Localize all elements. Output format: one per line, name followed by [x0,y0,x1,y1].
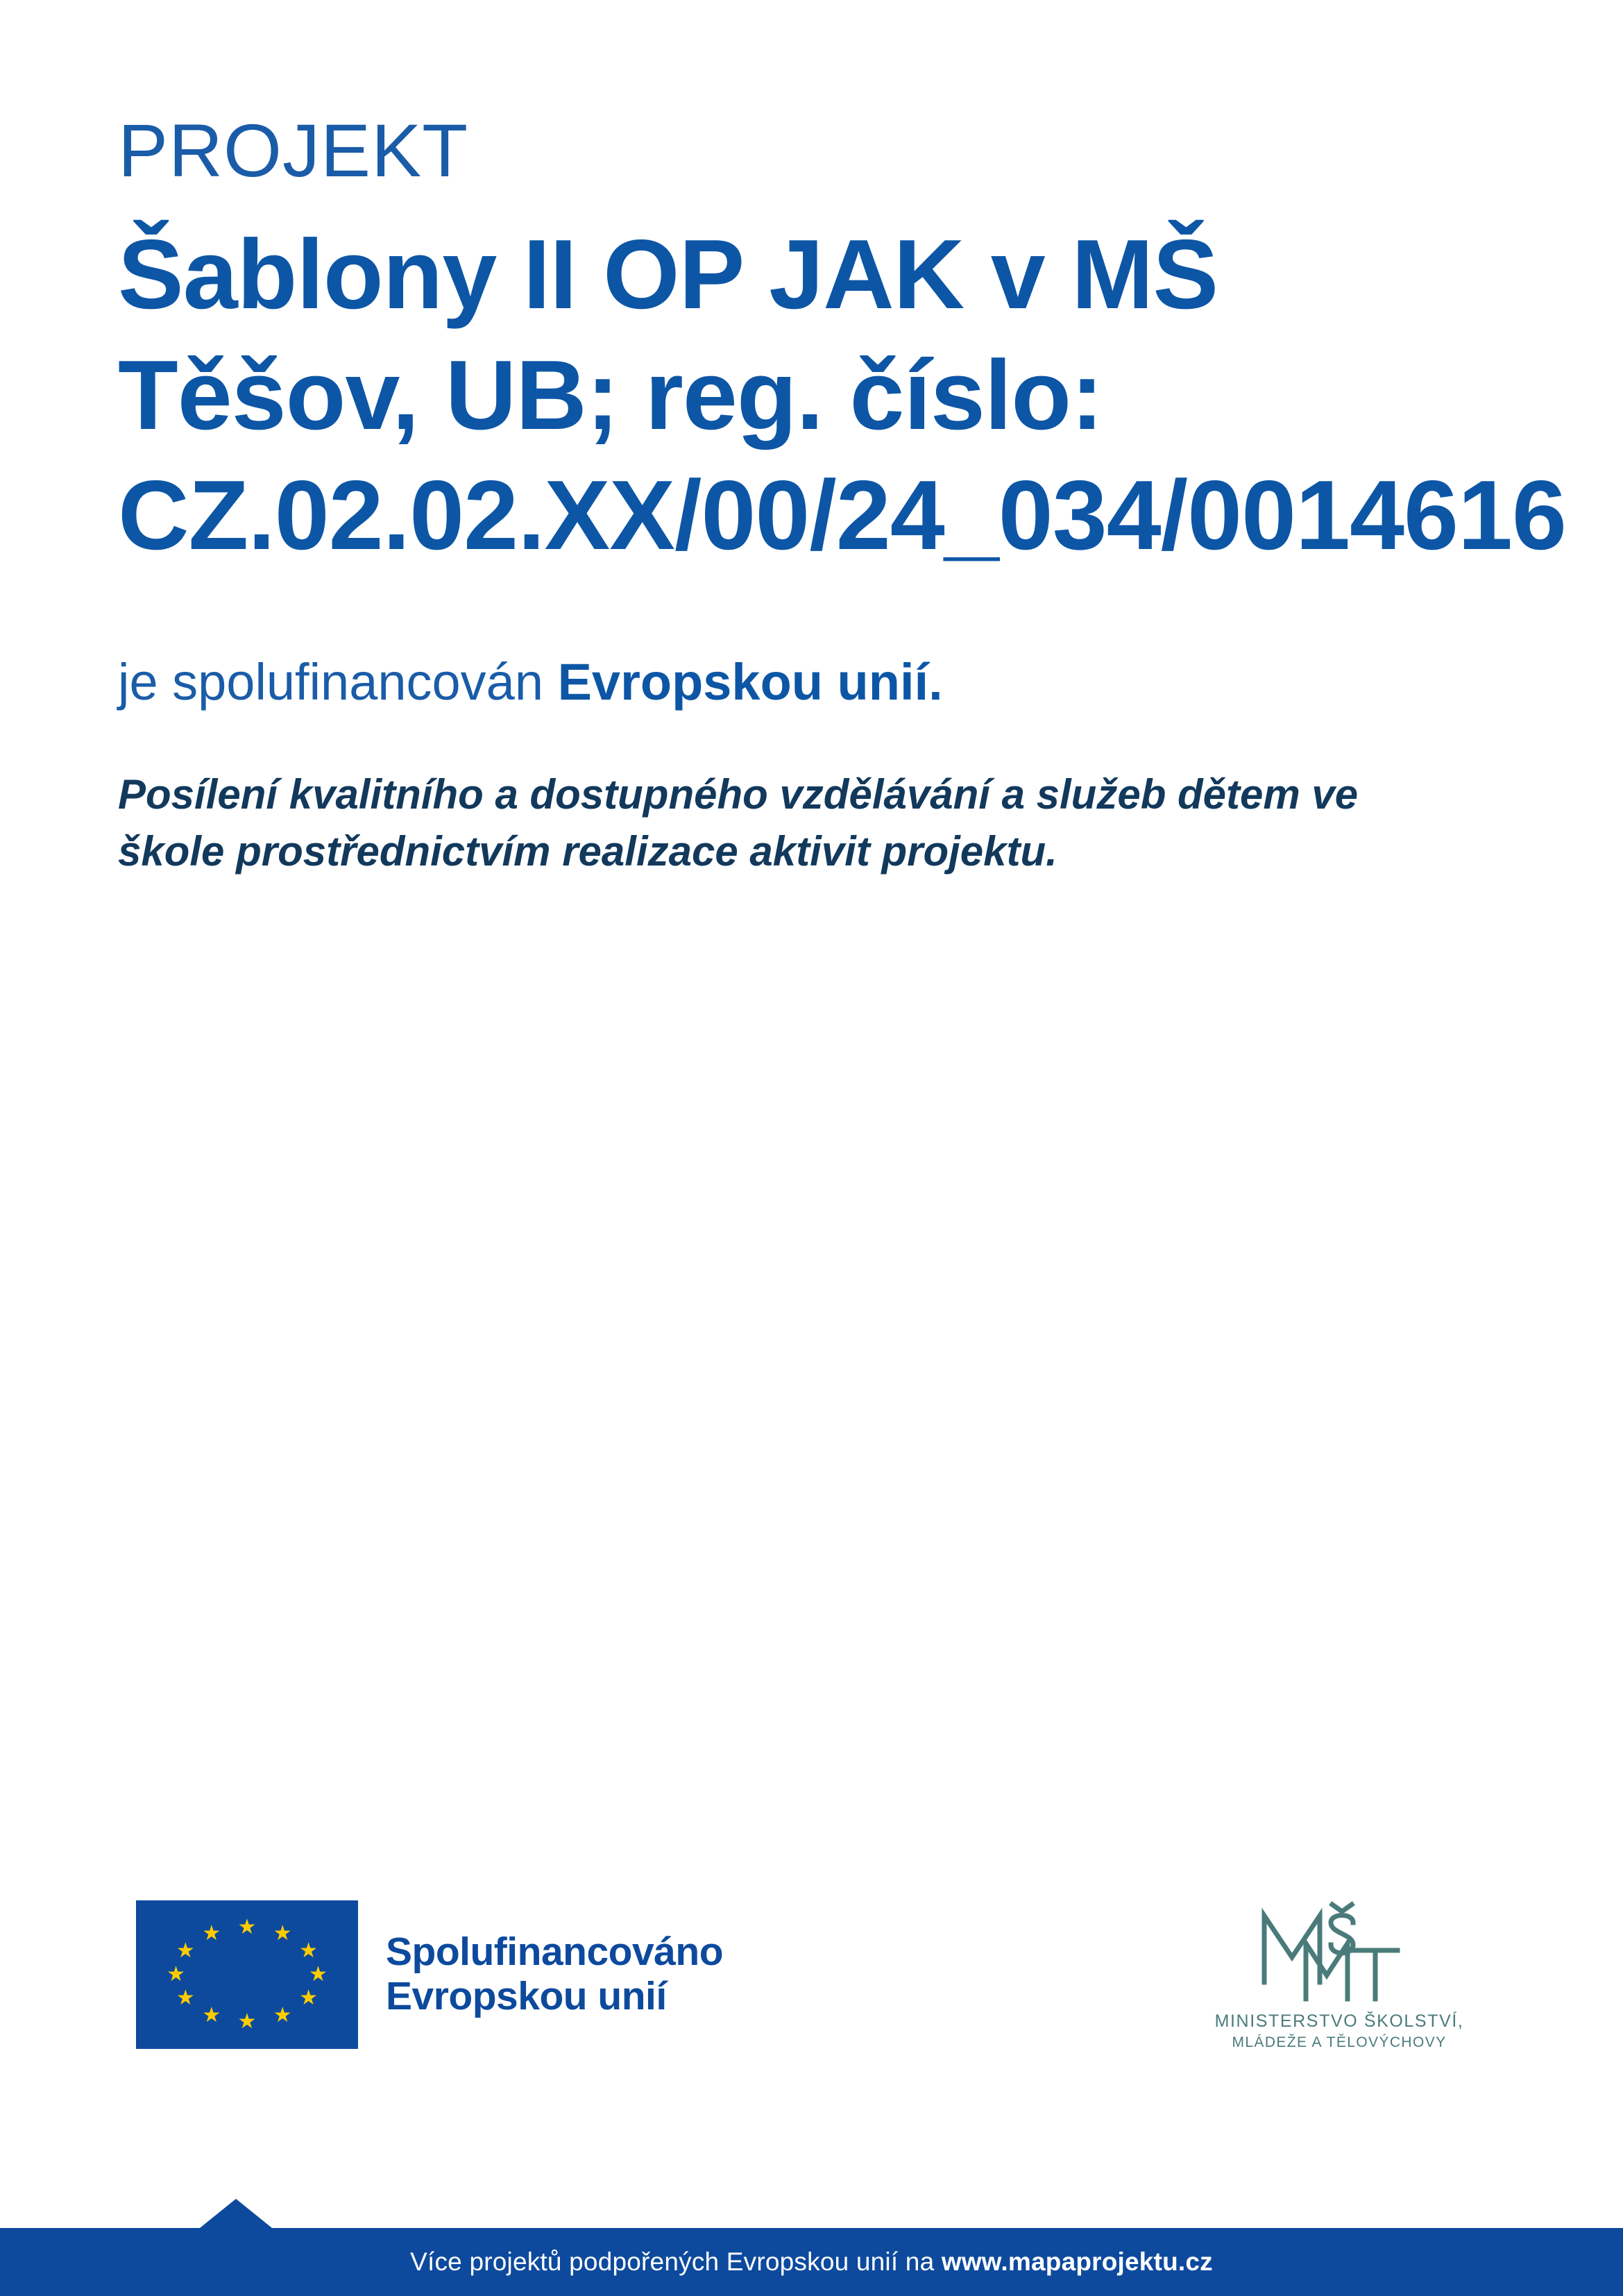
kicker-label: PROJEKT [118,108,469,192]
eu-logo [136,1900,723,2049]
bottom-bar-url[interactable]: www.mapaprojektu.cz [941,2247,1213,2276]
msmt-line1: MINISTERSTVO ŠKOLSTVÍ, [1214,2011,1464,2031]
eu-flag-icon: ★ ★ ★ ★ ★ ★ ★ ★ ★ ★ ★ ★ [136,1900,358,2049]
msmt-line2: MLÁDEŽE A TĚLOVÝCHOVY [1232,2034,1447,2050]
bottom-bar [0,2228,1623,2296]
bottom-bar-notch [200,2199,272,2228]
eu-logo-line2: Evropskou unií [386,1974,667,2018]
logo-row [0,1900,1623,2088]
bottom-bar-text [410,2247,1213,2277]
bottom-bar-prefix: Více projektů podpořených Evropskou unií na [410,2247,942,2276]
poster-content [118,108,1566,922]
cofinanced-line [118,650,1506,715]
project-description: Posílení kvalitního a dostupného vzdělávání a služeb dětem ve škole prostřednictvím realizace aktivit projektu. [118,770,1359,875]
msmt-logo [1180,1900,1499,2052]
eu-logo-line1: Spolufinancováno [386,1930,724,1975]
msmt-logo-text [1180,2010,1499,2052]
page-title: Šablony II OP JAK v MŠ Těšov, UB; reg. číslo: CZ.02.02.XX/00/24_034/0014616 [118,219,1566,571]
cofinanced-prefix: je spolufinancován [118,653,558,711]
cofinanced-emphasis: Evropskou unií. [557,653,943,711]
msmt-monogram-icon [1249,1900,1429,2004]
eu-logo-text [386,1930,723,2019]
